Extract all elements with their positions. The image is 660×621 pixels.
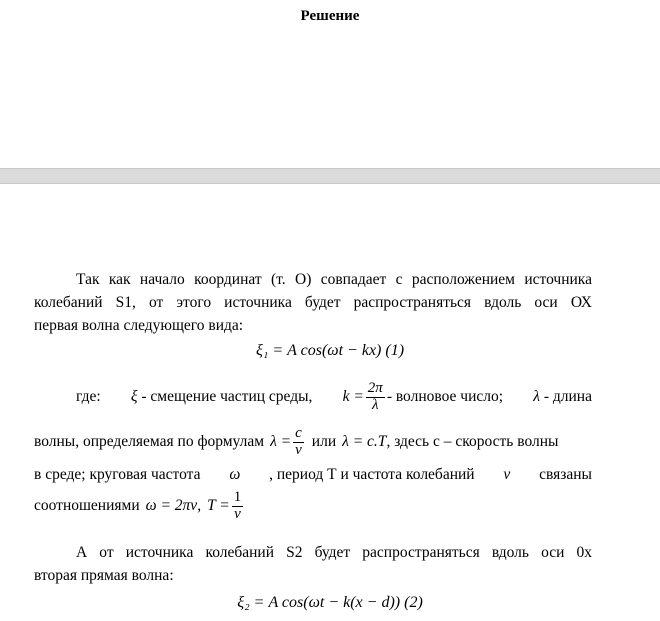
period-numerator: 1 — [233, 488, 242, 505]
comma: , — [197, 497, 202, 514]
lambda-denominator: ν — [295, 441, 302, 458]
k-symbol: k = — [342, 388, 364, 405]
text-or: или — [311, 433, 337, 450]
period-denominator: ν — [234, 505, 241, 522]
paragraph-3-rest — [34, 564, 592, 587]
speed-text: , здесь с – скорость волны — [386, 433, 559, 450]
nu-symbol: ν — [503, 466, 511, 483]
k-def — [343, 381, 503, 414]
text-where: где: — [76, 388, 101, 405]
paragraph-1-rest — [34, 291, 592, 337]
paragraph-2-line-4 — [34, 488, 245, 524]
paragraph-2-line-1 — [76, 380, 592, 414]
period-text: , период Т и частота колебаний — [269, 466, 475, 483]
lambda-eq-1: λ = — [270, 433, 292, 450]
page-break — [0, 168, 660, 184]
paragraph-3-line-2: вторая прямая волна: — [34, 567, 174, 584]
xi-description: - смещение частиц среды, — [141, 388, 313, 405]
lambda-formula-1 — [270, 426, 306, 459]
paragraph-2-line-3 — [34, 466, 592, 484]
paragraph-3 — [76, 541, 592, 564]
related-text: связаны — [539, 466, 592, 483]
lambda-description: - длина — [543, 388, 592, 405]
xi-def — [131, 388, 313, 406]
period-eq: T = — [207, 497, 230, 514]
lambda-fraction — [293, 426, 304, 459]
equation-1: ξ₁ = A cos(ωt − kx) (1) — [255, 342, 405, 359]
paragraph-2-line-2 — [34, 424, 592, 460]
paragraph-1-line-2: колебаний S1, от этого источника будет распространяться вдоль оси ОХ — [34, 294, 592, 311]
omega-formula: ω = 2πν — [145, 497, 198, 514]
lambda-formula-2: λ = c.T — [342, 433, 387, 450]
lambda-symbol: λ — [533, 388, 540, 405]
paragraph-1-line-3: первая волна следующего вида: — [34, 317, 244, 334]
medium-text: в среде; круговая частота — [34, 466, 201, 483]
xi-symbol: ξ — [130, 388, 138, 405]
period-formula — [207, 490, 245, 523]
page-top — [0, 0, 660, 168]
equation-2: ξ₂ = A cos(ωt − k(x − d)) (2) — [237, 594, 423, 611]
period-fraction — [232, 490, 244, 523]
wavelength-text: волны, определяемая по формулам — [34, 433, 265, 450]
paragraph-3-line-1: А от источника колебаний S2 будет распространяться вдоль оси 0х — [76, 544, 592, 561]
k-fraction — [366, 381, 385, 414]
k-numerator: 2π — [367, 379, 383, 396]
paragraph-1-line-1: Так как начало координат (т. О) совпадает с расположением источника — [76, 271, 592, 288]
solution-heading: Решение — [300, 8, 360, 24]
lambda-numerator: c — [295, 424, 302, 441]
omega-symbol: ω — [229, 466, 241, 483]
relations-text: соотношениями — [34, 497, 140, 514]
k-denominator: λ — [372, 396, 379, 413]
paragraph-1 — [76, 268, 592, 291]
k-description: - волновое число; — [386, 388, 504, 405]
lambda-def — [533, 388, 592, 406]
